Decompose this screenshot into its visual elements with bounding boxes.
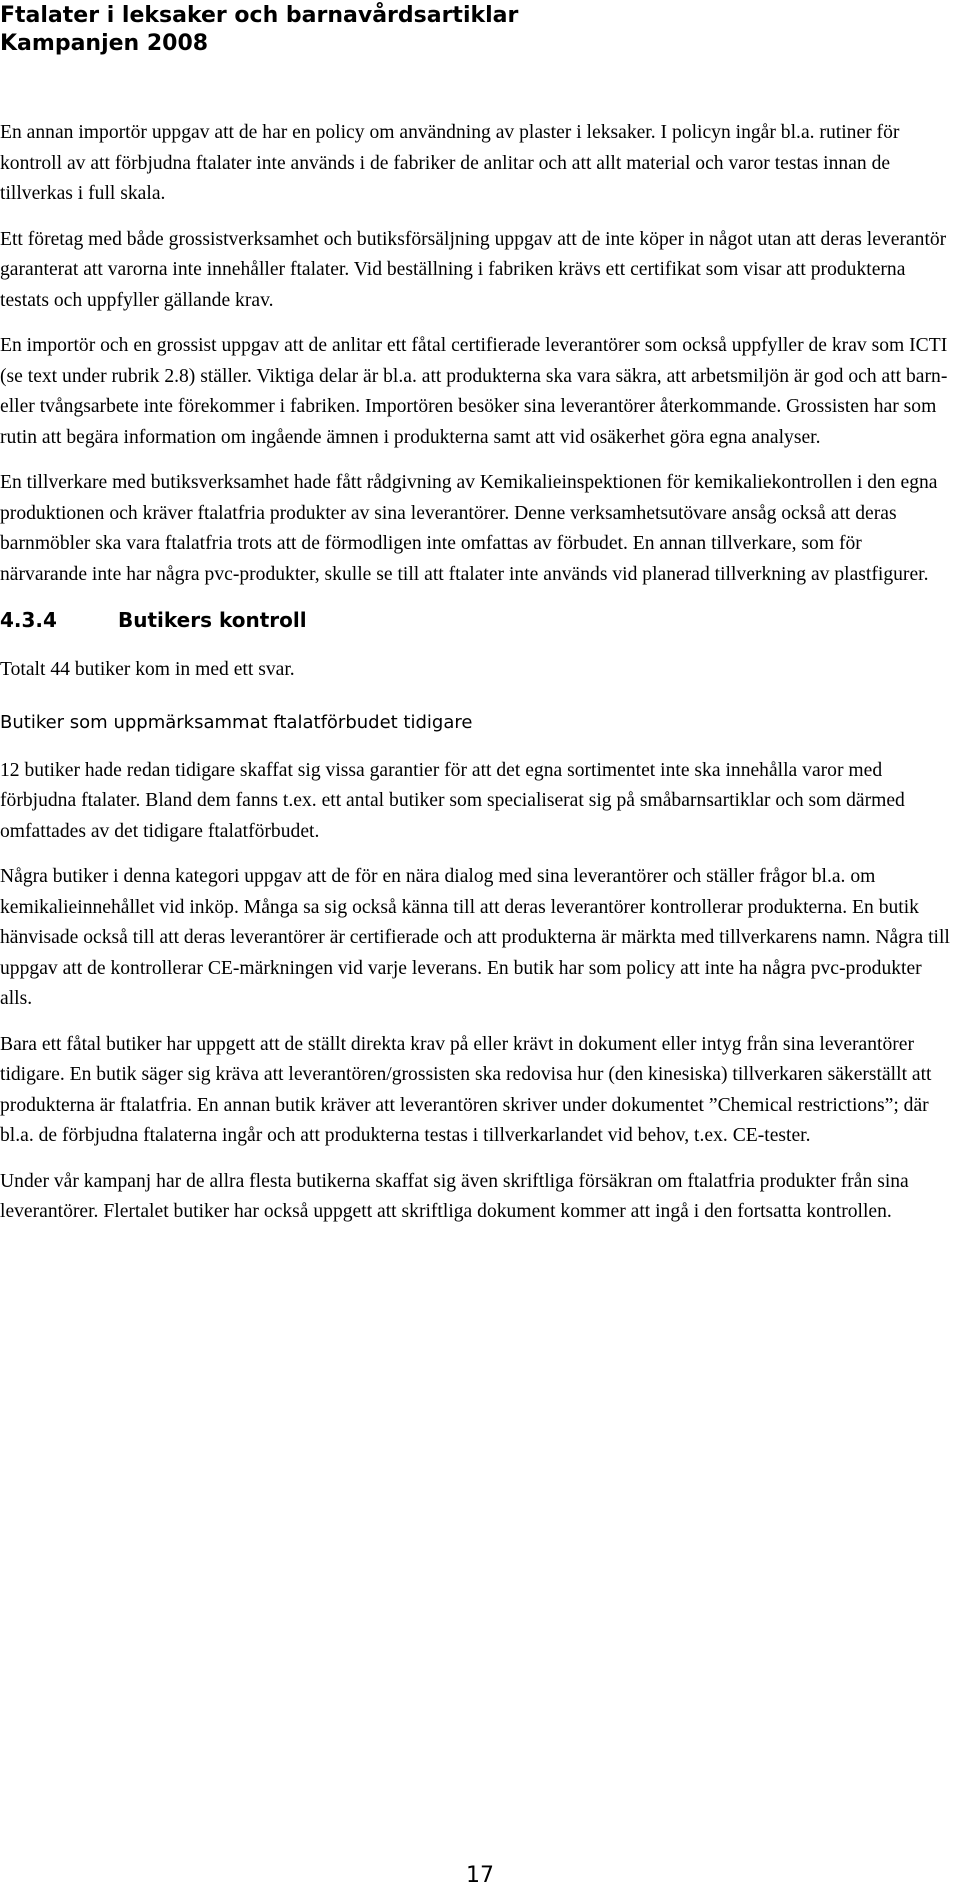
document-subtitle: Kampanjen 2008 bbox=[0, 31, 209, 56]
document-title: Ftalater i leksaker och barnavårdsartiklar bbox=[0, 3, 519, 28]
body-paragraph-2: Ett företag med både grossistverksamhet och butiksförsäljning uppgav att de inte köper in något utan att deras leverantör garanterat att varorna inte innehåller ftalater. Vid beställning i fabriken krävs ett certifikat som visar att produkterna testats och uppfyller gällande krav. bbox=[0, 228, 947, 311]
subsection-paragraph-1: 12 butiker hade redan tidigare skaffat sig vissa garantier för att det egna sortimentet inte ska innehålla varor med förbjudna ftalater. Bland dem fanns t.ex. ett antal butiker som specialiserat sig på småbarnsartiklar och som därmed omfattades av det tidigare ftalatförbudet. bbox=[0, 759, 905, 842]
body-paragraph-4: En tillverkare med butiksverksamhet hade fått rådgivning av Kemikalieinspektionen för kemikaliekontrollen i den egna produktionen och kräver ftalatfria produkter av sina leverantörer. Denne verksamhetsutövare ansåg också att deras barnmöbler ska vara ftalatfria trots att de förmodligen inte omfattas av förbudet. En annan tillverkare, som för närvarande inte har några pvc-produkter, skulle se till att ftalater inte används vid planerad tillverkning av plastfigurer. bbox=[0, 472, 938, 585]
section-heading bbox=[0, 605, 950, 635]
subsection-paragraph-2: Några butiker i denna kategori uppgav att de för en nära dialog med sina leverantörer och ställer frågor bl.a. om kemikalieinnehållet vid inköp. Många sa sig också känna till att deras leverantörer kontrollerar produkterna. En butik hänvisade också till att deras leverantörer är certifierade och att produkterna är märkta med tillverkarens namn. Några till uppgav att de kontrollerar CE-märkningen vid varje leverans. En butik har som policy att inte ha några pvc-produkter alls. bbox=[0, 866, 950, 1009]
subsection-heading: Butiker som uppmärksammat ftalatförbudet tidigare bbox=[0, 711, 473, 733]
subsection-paragraph-3: Bara ett fåtal butiker har uppgett att de ställt direkta krav på eller krävt in dokument eller intyg från sina leverantörer tidigare. En butik säger sig kräva att leverantören/grossisten ska redovisa hur (den kinesiska) tillverkaren säkerställt att produkterna är ftalatfria. En annan butik kräver att leverantören skriver under dokumentet ”Chemical restrictions”; där bl.a. de förbjudna ftalaterna ingår och att produkterna testas i tillverkarlandet vid behov, t.ex. CE-tester. bbox=[0, 1033, 932, 1146]
document-body bbox=[0, 118, 950, 1243]
section-intro: Totalt 44 butiker kom in med ett svar. bbox=[0, 659, 295, 680]
section-title: Butikers kontroll bbox=[118, 608, 307, 632]
subsection-paragraph-4: Under vår kampanj har de allra flesta butikerna skaffat sig även skriftliga försäkran om ftalatfria produkter från sina leverantörer. Flertalet butiker har också uppgett att skriftliga dokument kommer att ingå i den fortsatta kontrollen. bbox=[0, 1170, 909, 1222]
body-paragraph-3: En importör och en grossist uppgav att de anlitar ett fåtal certifierade leverantörer som också uppfyller de krav som ICTI (se text under rubrik 2.8) ställer. Viktiga delar är bl.a. att produkterna ska vara säkra, att arbetsmiljön är god och att barn- eller tvångsarbete inte förekommer i fabriken. Importören besöker sina leverantörer återkommande. Grossisten har som rutin att begära information om ingående ämnen i produkterna samt att vid osäkerhet göra egna analyser. bbox=[0, 335, 948, 448]
page-number: 17 bbox=[466, 1863, 494, 1888]
body-paragraph-1: En annan importör uppgav att de har en policy om användning av plaster i leksaker. I policyn ingår bl.a. rutiner för kontroll av att förbjudna ftalater inte används i de fabriker de anlitar och att allt material och varor testas innan de tillverkas i full skala. bbox=[0, 122, 900, 204]
section-number: 4.3.4 bbox=[0, 608, 57, 632]
